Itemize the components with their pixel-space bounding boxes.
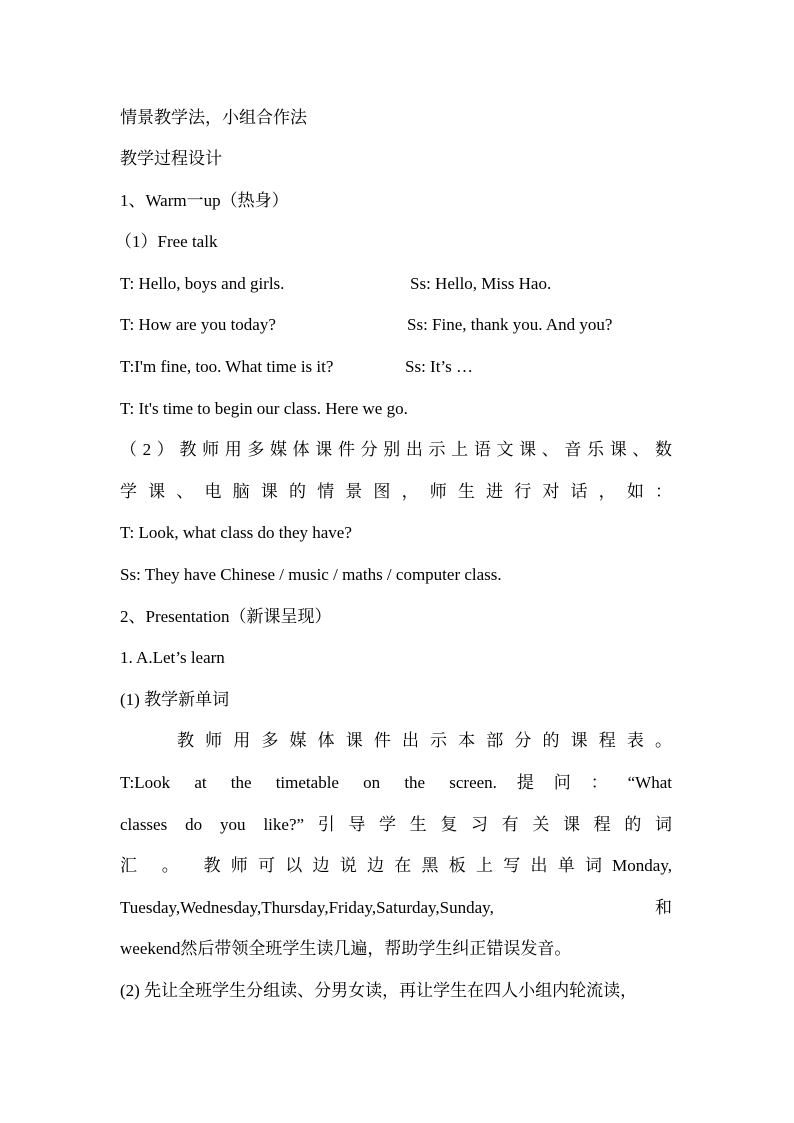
answer-line: Ss: They have Chinese / music / maths / computer class. (120, 565, 502, 584)
dialog-row (120, 357, 474, 377)
step1-title: (1) 教学新单词 (120, 690, 230, 709)
part-title: 1. A.Let’s learn (120, 648, 225, 667)
teaching-method-line: 情景教学法，小组合作法 (120, 108, 307, 127)
section1-title: 1、Warm一up（热身） (120, 191, 289, 210)
para-line-2: T:Look at the timetable on the screen.提问：“What (120, 773, 672, 792)
sub2-line-2: 学课、电脑课的情景图，师生进行对话，如： (120, 482, 672, 501)
question-line: T: Look, what class do they have? (120, 523, 352, 542)
para-line-4: 汇 。 教师可以边说边在黑板上写出单词Monday, (120, 856, 672, 875)
step2-line: (2) 先让全班学生分组读、分男女读，再让学生在四人小组内轮流读， (120, 981, 638, 1000)
students-line: Ss: Hello, Miss Hao. (410, 274, 552, 293)
teacher-line: T: Hello, boys and girls. (120, 274, 285, 293)
para-line-6: weekend然后带领全班学生读几遍，帮助学生纠正错误发音。 (120, 939, 572, 958)
para-line-5: Tuesday,Wednesday,Thursday,Friday,Saturday,Sunday,和 (120, 898, 672, 917)
para-line-3: classes do you like?”引导学生复习有关课程的词 (120, 815, 672, 834)
students-line: Ss: Fine, thank you. And you? (407, 315, 613, 334)
teacher-line: T:I'm fine, too. What time is it? (120, 357, 334, 376)
students-line: Ss: It’s … (405, 357, 474, 376)
dialog-row (120, 315, 613, 335)
sub1-title: （1）Free talk (115, 232, 218, 251)
section2-title: 2、Presentation（新课呈现） (120, 607, 332, 626)
teacher-line: T: How are you today? (120, 315, 276, 334)
process-title: 教学过程设计 (120, 149, 222, 168)
dialog-row (120, 274, 552, 294)
sub2-line-1: （2）教师用多媒体课件分别出示上语文课、音乐课、数 (120, 440, 672, 459)
begin-class-line: T: It's time to begin our class. Here we go. (120, 399, 408, 418)
para-line-1: 教师用多媒体课件出示本部分的课程表。 (177, 731, 672, 750)
